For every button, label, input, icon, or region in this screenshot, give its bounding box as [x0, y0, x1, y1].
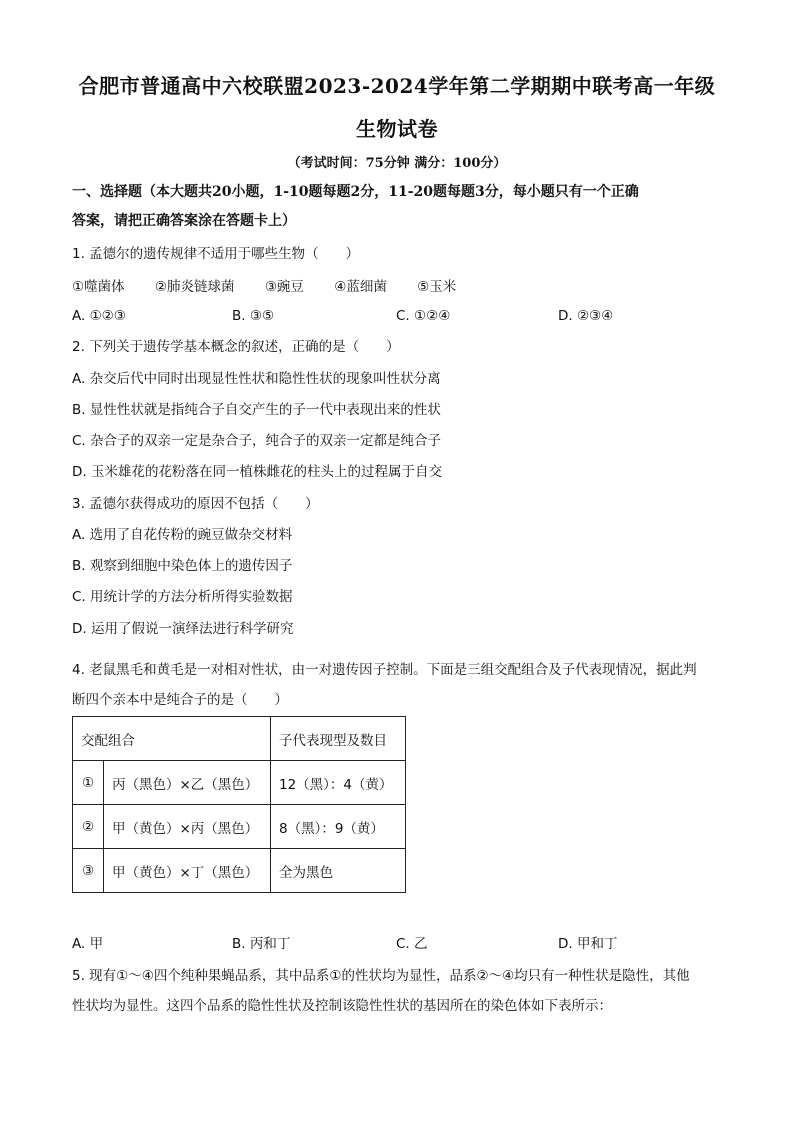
table-header-result: 子代表现型及数目: [271, 717, 406, 761]
question-4-option-c: C. 乙: [396, 936, 428, 952]
table-row: [73, 849, 406, 893]
question-4-stem-line-1: 4. 老鼠黑毛和黄毛是一对相对性状，由一对遗传因子控制。下面是三组交配组合及子代表现情况，据此判: [72, 662, 697, 678]
question-3-stem: 3. 孟德尔获得成功的原因不包括（ ）: [72, 496, 319, 512]
exam-title: 合肥市普通高中六校联盟2023-2024学年第二学期期中联考高一年级: [78, 74, 716, 98]
table-cell-cross: 丙（黑色）×乙（黑色）: [104, 761, 271, 805]
question-2-option-a: A. 杂交后代中同时出现显性性状和隐性性状的现象叫性状分离: [72, 371, 441, 387]
table-row: [73, 761, 406, 805]
question-4-stem-line-2: 断四个亲本中是纯合子的是（ ）: [72, 692, 288, 708]
question-4-option-b: B. 丙和丁: [232, 936, 291, 952]
table-header-cross: 交配组合: [73, 717, 271, 761]
question-1-stem: 1. 孟德尔的遗传规律不适用于哪些生物（ ）: [72, 246, 360, 262]
table-cell-cross: 甲（黄色）×丁（黑色）: [104, 849, 271, 893]
question-4-stem: [72, 655, 722, 715]
question-3-option-d: D. 运用了假说一演绎法进行科学研究: [72, 621, 294, 637]
question-1-option-c: C. ①②④: [396, 308, 451, 324]
question-3-option-a: A. 选用了自花传粉的豌豆做杂交材料: [72, 527, 293, 543]
question-1-item: ③豌豆: [264, 279, 304, 295]
question-2-option-b: B. 显性性状就是指纯合子自交产生的子一代中表现出来的性状: [72, 402, 441, 418]
question-1-option-b: B. ③⑤: [232, 308, 275, 324]
table-cell-cross: 甲（黄色）×丙（黑色）: [104, 805, 271, 849]
question-1-item: ②肺炎链球菌: [154, 279, 235, 295]
question-5-stem-line-2: 性状均为显性。这四个品系的隐性性状及控制该隐性性状的基因所在的染色体如下表所示：: [72, 998, 612, 1014]
question-3-option-b: B. 观察到细胞中染色体上的遗传因子: [72, 558, 293, 574]
question-1-item: ①噬菌体: [72, 279, 125, 295]
question-1-items: [72, 275, 482, 295]
question-1-item: ④蓝细菌: [334, 279, 387, 295]
section-heading: [72, 178, 722, 236]
question-5-stem-line-1: 5. 现有①～④四个纯种果蝇品系，其中品系①的性状均为显性，品系②～④均只有一种性状是隐性，其他: [72, 968, 690, 984]
question-4-table: [72, 716, 406, 893]
exam-subject-title: 生物试卷: [356, 117, 438, 141]
table-cell-no: ②: [73, 805, 104, 849]
table-cell-result: 12（黑）：4（黄）: [271, 761, 406, 805]
question-2-option-d: D. 玉米雄花的花粉落在同一植株雌花的柱头上的过程属于自交: [72, 464, 442, 480]
table-cell-result: 全为黑色: [271, 849, 406, 893]
table-cell-no: ③: [73, 849, 104, 893]
exam-info: （考试时间：75分钟 满分：100分）: [287, 156, 507, 171]
question-5-stem: [72, 961, 722, 1021]
question-2-option-c: C. 杂合子的双亲一定是杂合子，纯合子的双亲一定都是纯合子: [72, 433, 442, 449]
question-1-item: ⑤玉米: [417, 279, 457, 295]
question-1-option-a: A. ①②③: [72, 308, 126, 324]
question-2-stem: 2. 下列关于遗传学基本概念的叙述，正确的是（ ）: [72, 339, 400, 355]
question-4-option-d: D. 甲和丁: [558, 936, 618, 952]
question-1-option-d: D. ②③④: [558, 308, 614, 324]
section-heading-line-2: 答案，请把正确答案涂在答题卡上）: [72, 213, 296, 229]
question-3-option-c: C. 用统计学的方法分析所得实验数据: [72, 589, 293, 605]
table-header-row: [73, 717, 406, 761]
table-cell-no: ①: [73, 761, 104, 805]
table-row: [73, 805, 406, 849]
section-heading-line-1: 一、选择题（本大题共20小题，1-10题每题2分，11-20题每题3分，每小题只有一个正确: [72, 184, 639, 200]
table-cell-result: 8（黑）：9（黄）: [271, 805, 406, 849]
question-4-option-a: A. 甲: [72, 936, 104, 952]
